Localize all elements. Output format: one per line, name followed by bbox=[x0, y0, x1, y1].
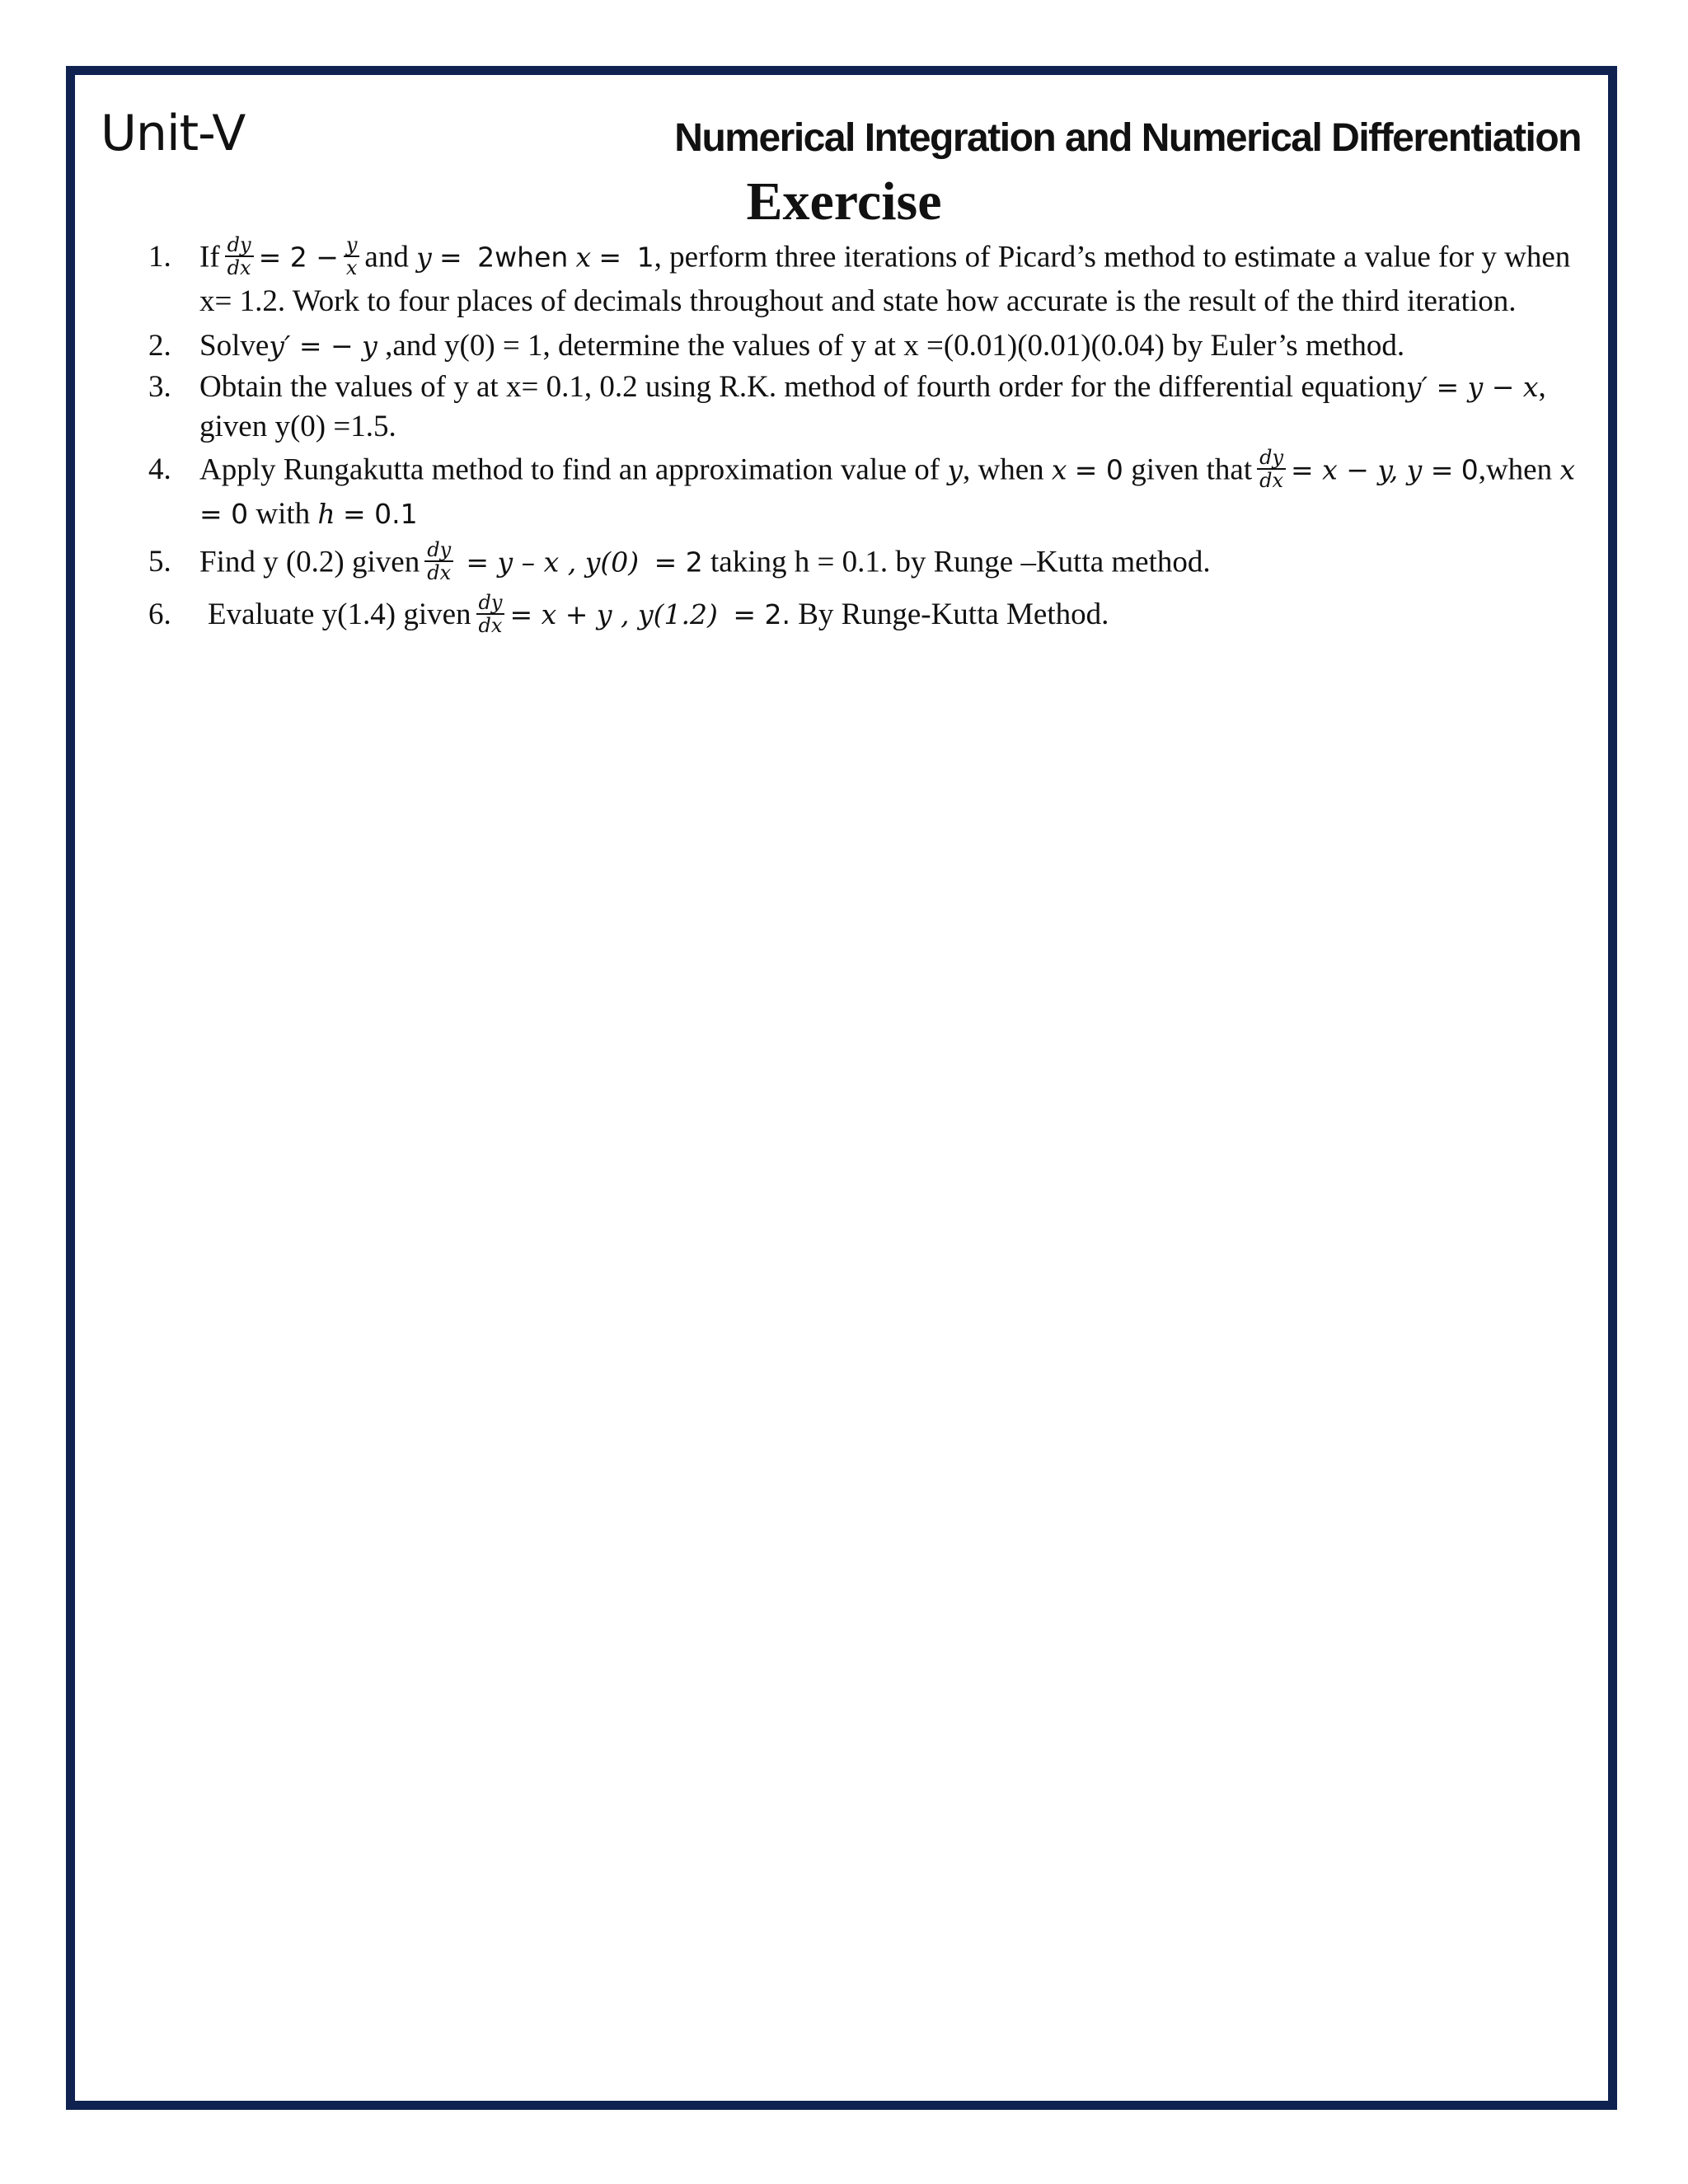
q1-text-and: and bbox=[364, 240, 409, 274]
question-2 bbox=[148, 326, 1582, 366]
exercise-heading: Exercise bbox=[746, 171, 942, 232]
q1-fraction-dy-dx bbox=[225, 234, 254, 279]
q5-text: Find y (0.2) given bbox=[199, 545, 420, 579]
q1-math-equals-b: = bbox=[598, 241, 622, 274]
q6-text-rest: By Runge-Kutta Method. bbox=[798, 598, 1109, 632]
q3-text-rest: , given y(0) =1.5. bbox=[199, 370, 1546, 443]
fraction-denominator: dx bbox=[227, 256, 251, 279]
q6-math-equation: = x + y , y(1.2) bbox=[509, 598, 718, 631]
question-1 bbox=[148, 233, 1582, 321]
fraction-denominator: x bbox=[345, 256, 358, 279]
fraction-numerator: y bbox=[344, 234, 360, 257]
unit-title: Numerical Integration and Numerical Differentiation bbox=[674, 116, 1581, 160]
q4-text-given-that: given that bbox=[1131, 452, 1253, 487]
q6-math-equals-2: = 2. bbox=[733, 598, 790, 631]
question-number: 4. bbox=[148, 452, 171, 486]
q3-math-equation: y′ = y − x bbox=[1405, 371, 1539, 403]
q1-text-rest: , perform three iterations of Picard’s method to estimate a value for y when x= 1.2. Work to four places of decimals throughout and state how accurate is the result of the third iteration. bbox=[199, 240, 1571, 318]
q4-fraction-dy-dx bbox=[1257, 447, 1286, 491]
q6-fraction-dy-dx bbox=[476, 592, 505, 636]
q5-text-rest: taking h = 0.1. by Runge –Kutta method. bbox=[710, 545, 1211, 579]
q1-math-y: y bbox=[416, 241, 432, 274]
unit-label: Unit-V bbox=[101, 105, 246, 162]
q1-fraction-y-x bbox=[344, 234, 360, 279]
question-4 bbox=[148, 446, 1582, 534]
q2-text-rest: ,and y(0) = 1, determine the values of y at x =(0.01)(0.01)(0.04) by Euler’s method. bbox=[377, 329, 1405, 363]
fraction-numerator: dy bbox=[225, 234, 254, 257]
fraction-denominator: dx bbox=[427, 561, 452, 584]
q5-math-equals-2: = 2 bbox=[654, 546, 703, 579]
question-number: 1. bbox=[148, 240, 171, 274]
q6-text: Evaluate y(1.4) given bbox=[208, 598, 471, 632]
q1-math-x: x bbox=[575, 241, 592, 274]
q4-math-y: y bbox=[947, 453, 964, 486]
q2-math-equation: y′ = − y bbox=[269, 330, 377, 362]
q4-text-with: with bbox=[256, 497, 311, 531]
q1-text-if: If bbox=[199, 240, 220, 274]
question-3 bbox=[148, 368, 1582, 447]
q4-math-step: = 0.1 bbox=[342, 498, 418, 530]
question-number: 2. bbox=[148, 329, 171, 363]
q1-text-2when: 2when bbox=[477, 241, 569, 274]
q4-math-equals-0-b: = 0 bbox=[199, 498, 249, 530]
q4-math-h: h bbox=[317, 498, 335, 530]
q1-math-1: 1 bbox=[636, 241, 654, 274]
fraction-denominator: dx bbox=[1259, 469, 1284, 492]
fraction-numerator: dy bbox=[424, 539, 453, 562]
q4-math-x-b: x bbox=[1559, 453, 1575, 486]
q4-math-equals-0: = 0 bbox=[1074, 453, 1123, 486]
question-number: 6. bbox=[148, 598, 171, 631]
question-6 bbox=[148, 591, 1582, 640]
question-5 bbox=[148, 538, 1582, 587]
q3-text: Obtain the values of y at x= 0.1, 0.2 using R.K. method of fourth order for the differential equation bbox=[199, 370, 1406, 404]
q5-math-equation: = y – x , y(0) bbox=[466, 546, 640, 579]
q4-math-x: x bbox=[1051, 453, 1067, 486]
q1-math-equals-2: = 2 − bbox=[258, 241, 339, 274]
question-list bbox=[148, 233, 1582, 640]
question-number: 5. bbox=[148, 545, 171, 579]
q5-fraction-dy-dx bbox=[424, 539, 453, 583]
fraction-numerator: dy bbox=[1257, 447, 1286, 470]
fraction-denominator: dx bbox=[478, 614, 503, 637]
q4-text-when-b: ,when bbox=[1478, 452, 1553, 487]
q2-text-solve: Solve bbox=[199, 329, 270, 363]
q4-text-when: , when bbox=[963, 452, 1044, 487]
q1-math-equals: = bbox=[439, 241, 462, 274]
q4-text: Apply Rungakutta method to find an approximation value of bbox=[199, 452, 940, 487]
q4-math-0: 0 bbox=[1461, 453, 1479, 486]
fraction-numerator: dy bbox=[476, 592, 505, 615]
question-number: 3. bbox=[148, 370, 171, 404]
q4-math-equation: = x − y, y = bbox=[1291, 453, 1454, 486]
